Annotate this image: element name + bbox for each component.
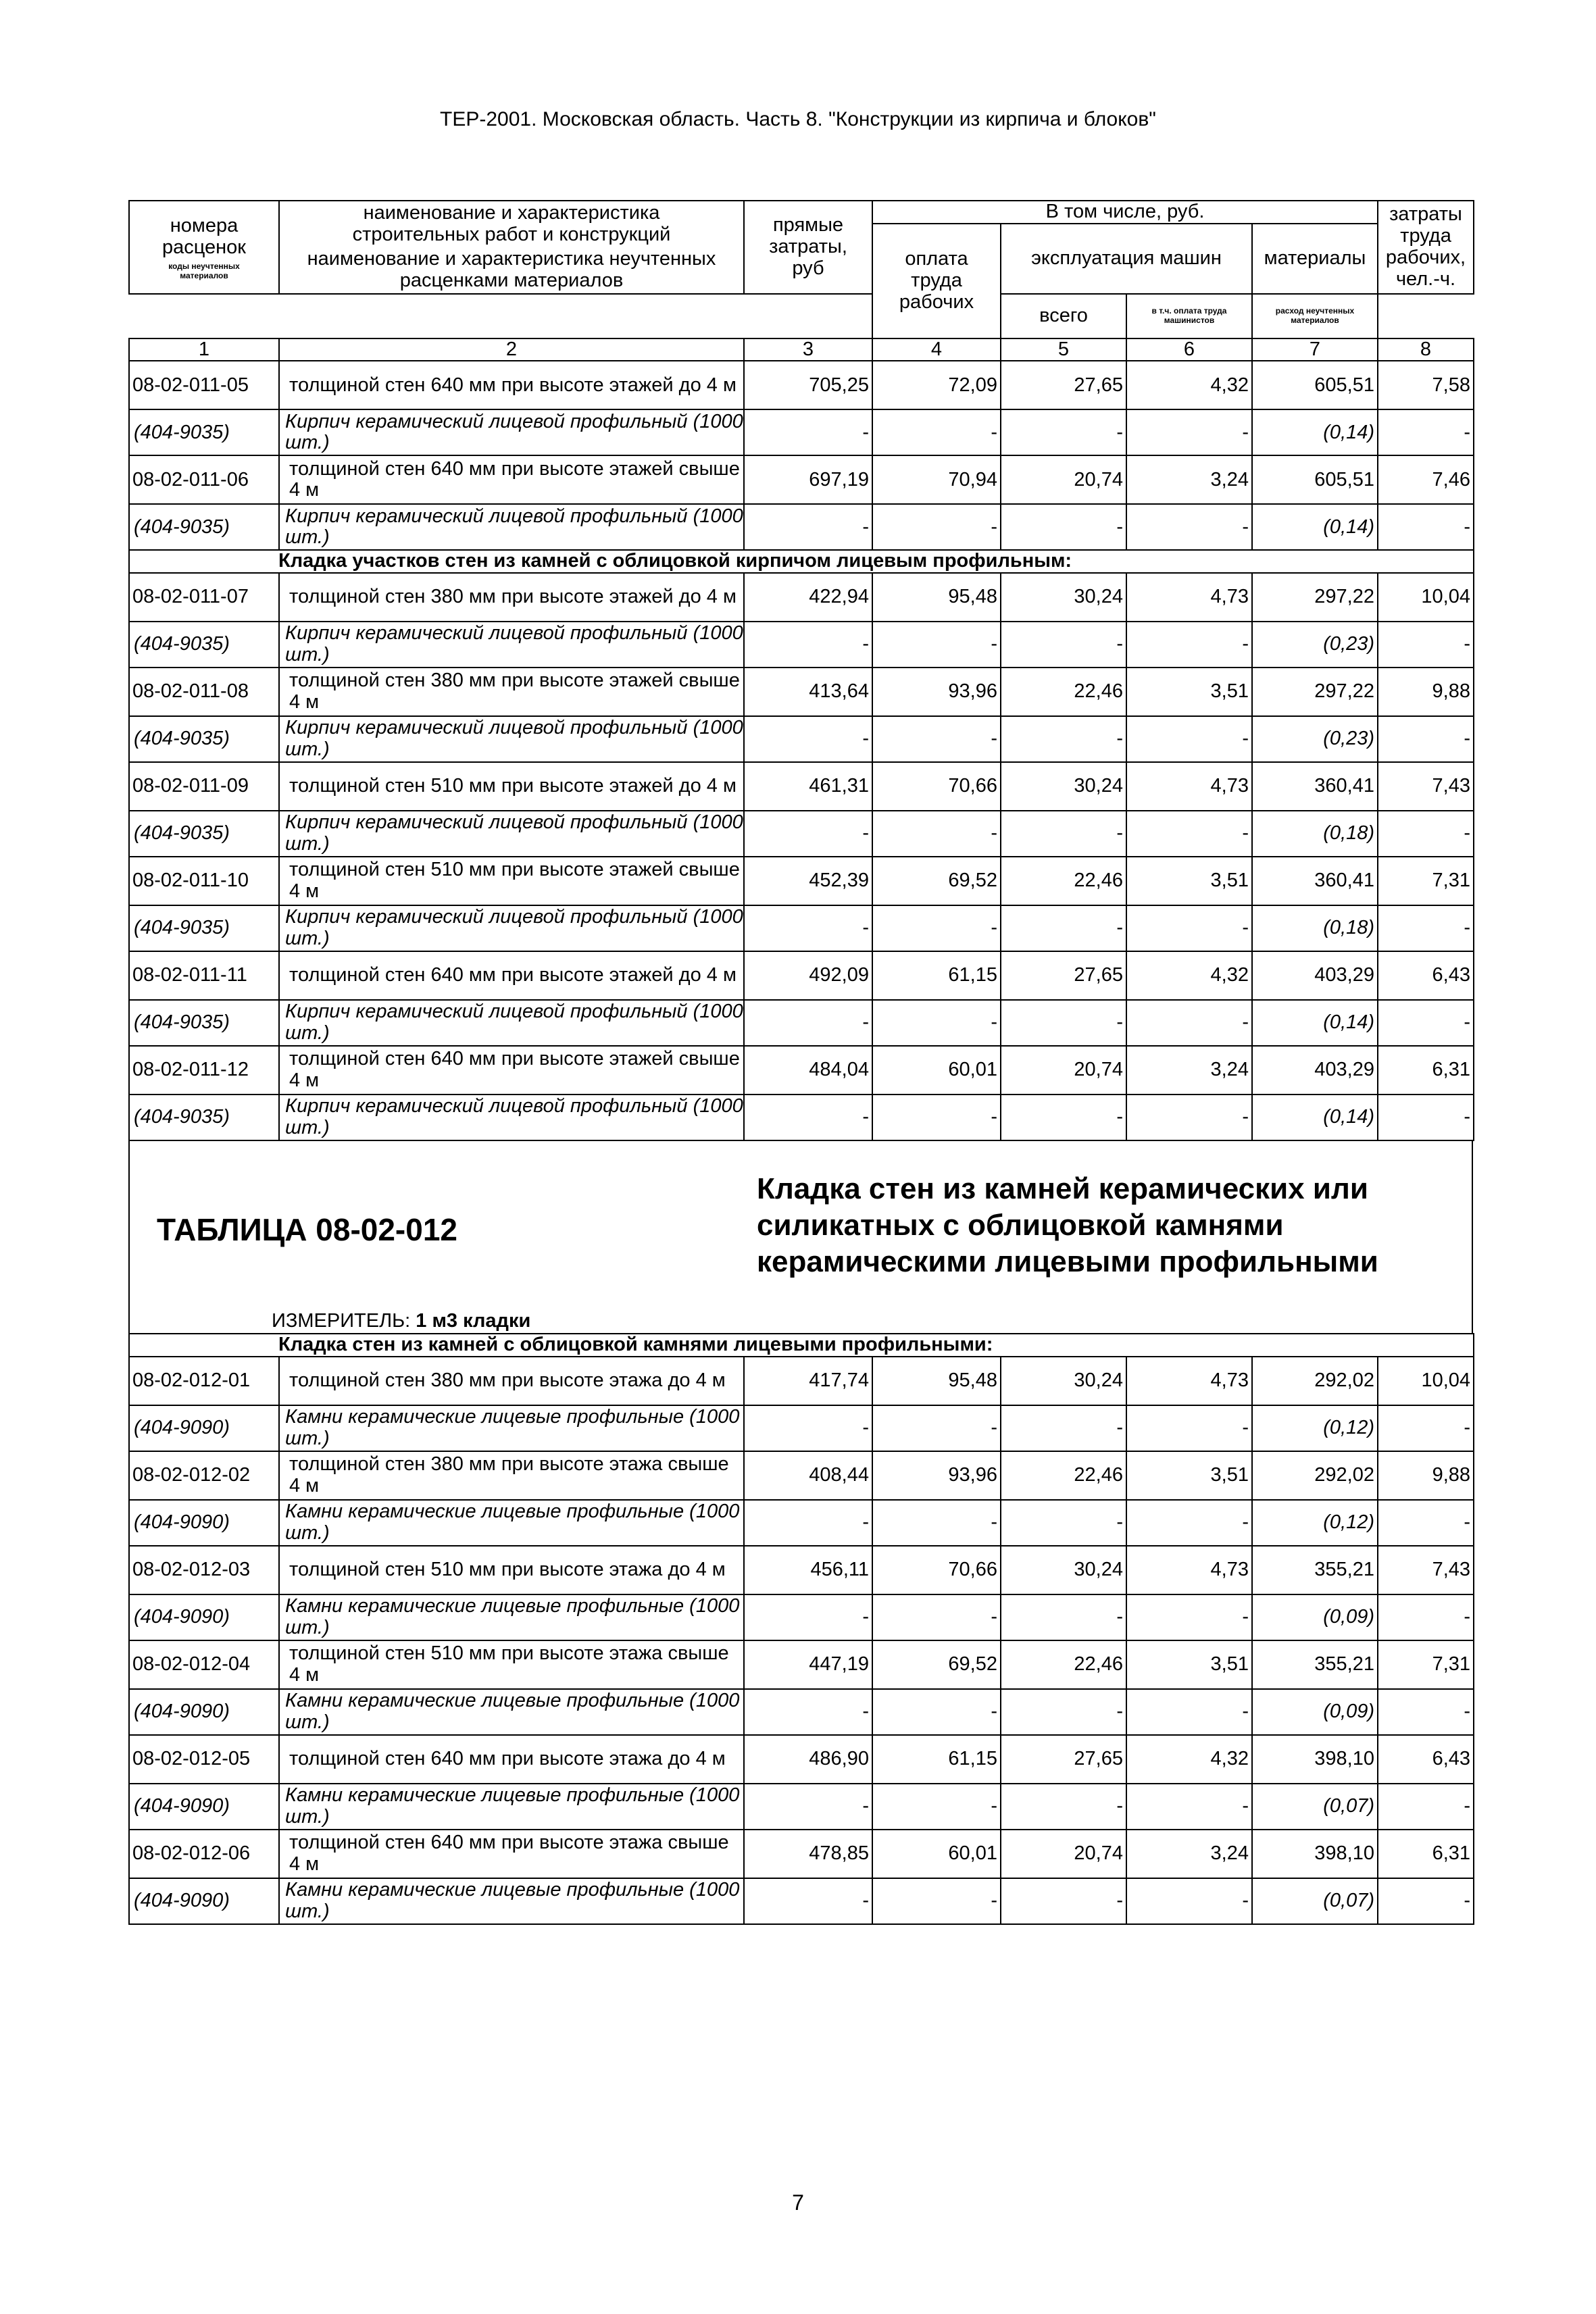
material-value-cell: - [872,905,1001,951]
material-value-cell: - [744,1500,872,1546]
value-cell: 3,51 [1126,857,1252,905]
material-value-cell: - [872,1784,1001,1830]
rate-code: 08-02-011-12 [129,1046,279,1095]
material-value-cell: - [1126,1000,1252,1046]
material-code: (404-9090) [129,1878,279,1924]
table-body-part1a [129,361,1474,550]
material-description: Кирпич керамический лицевой профильный (1000 шт.) [279,905,744,951]
material-code: (404-9035) [129,716,279,762]
column-numbers-row [129,338,1474,361]
material-value-cell: - [1126,504,1252,550]
value-cell: 3,51 [1126,1640,1252,1689]
material-value-cell: - [1378,1784,1474,1830]
value-cell: 30,24 [1001,1357,1126,1405]
value-cell: 697,19 [744,455,872,504]
material-value-cell: (0,07) [1252,1784,1378,1830]
work-description: толщиной стен 380 мм при высоте этажа свыше 4 м [279,1451,744,1500]
section-part1 [129,550,1474,573]
value-cell: 4,32 [1126,951,1252,1000]
material-description: Кирпич керамический лицевой профильный (1000 шт.) [279,622,744,668]
material-row [129,1784,1474,1830]
material-value-cell: - [1001,905,1126,951]
value-cell: 10,04 [1378,573,1474,622]
column-number: 4 [872,338,1001,361]
col-direct-costs-header: прямые затраты, руб [744,201,872,294]
work-description: толщиной стен 510 мм при высоте этажей свыше 4 м [279,857,744,905]
material-value-cell: - [872,1500,1001,1546]
value-cell: 417,74 [744,1357,872,1405]
rate-code: 08-02-012-03 [129,1546,279,1594]
value-cell: 6,31 [1378,1046,1474,1095]
value-cell: 30,24 [1001,573,1126,622]
value-cell: 461,31 [744,762,872,811]
table-title: Кладка стен из камней керамических или силикатных с облицовкой камнями керамическими лицевыми профильными [757,1172,1378,1278]
value-cell: 30,24 [1001,1546,1126,1594]
material-value-cell: - [1378,811,1474,857]
material-value-cell: - [1001,504,1126,550]
material-value-cell: (0,09) [1252,1594,1378,1640]
value-cell: 27,65 [1001,951,1126,1000]
value-cell: 7,58 [1378,361,1474,409]
material-value-cell: - [1378,1594,1474,1640]
material-value-cell: (0,14) [1252,409,1378,455]
column-number: 2 [279,338,744,361]
value-cell: 447,19 [744,1640,872,1689]
table-row [129,951,1474,1000]
material-value-cell: - [744,1689,872,1735]
material-value-cell: (0,23) [1252,622,1378,668]
value-cell: 7,43 [1378,762,1474,811]
material-description: Камни керамические лицевые профильные (1000 шт.) [279,1405,744,1451]
material-value-cell: - [1001,1784,1126,1830]
value-cell: 61,15 [872,1735,1001,1784]
section-title: Кладка участков стен из камней с облицовкой кирпичом лицевым профильным: [129,550,1474,573]
col-material-consumption-header: расход неучтенных материалов [1252,294,1378,338]
value-cell: 70,94 [872,455,1001,504]
material-value-cell: (0,12) [1252,1500,1378,1546]
value-cell: 95,48 [872,1357,1001,1405]
work-description: толщиной стен 510 мм при высоте этажей до 4 м [279,762,744,811]
material-value-cell: - [1378,1500,1474,1546]
value-cell: 93,96 [872,1451,1001,1500]
material-description: Камни керамические лицевые профильные (1000 шт.) [279,1500,744,1546]
col-machines-header: эксплуатация машин [1001,224,1252,294]
material-value-cell: - [872,409,1001,455]
material-code: (404-9090) [129,1500,279,1546]
rates-table-wrap [128,200,1473,1925]
material-value-cell: - [872,504,1001,550]
value-cell: 292,02 [1252,1451,1378,1500]
material-value-cell: - [1378,504,1474,550]
material-value-cell: - [744,409,872,455]
material-code: (404-9035) [129,905,279,951]
value-cell: 452,39 [744,857,872,905]
material-row [129,811,1474,857]
material-value-cell: - [1126,716,1252,762]
material-description: Кирпич керамический лицевой профильный (1000 шт.) [279,1095,744,1140]
value-cell: 30,24 [1001,762,1126,811]
page-number: 7 [792,2190,804,2215]
material-value-cell: - [1378,1000,1474,1046]
column-number: 6 [1126,338,1252,361]
value-cell: 20,74 [1001,1830,1126,1878]
section-part2 [129,1334,1474,1357]
value-cell: 360,41 [1252,857,1378,905]
material-value-cell: - [1378,1689,1474,1735]
material-value-cell: - [1378,1878,1474,1924]
material-description: Камни керамические лицевые профильные (1000 шт.) [279,1594,744,1640]
value-cell: 4,73 [1126,573,1252,622]
work-description: толщиной стен 510 мм при высоте этажа до 4 м [279,1546,744,1594]
value-cell: 3,24 [1126,1046,1252,1095]
value-cell: 7,43 [1378,1546,1474,1594]
rate-code: 08-02-011-06 [129,455,279,504]
material-value-cell: - [1001,716,1126,762]
column-number: 8 [1378,338,1474,361]
material-value-cell: (0,07) [1252,1878,1378,1924]
material-value-cell: - [872,622,1001,668]
material-value-cell: - [872,1405,1001,1451]
value-cell: 70,66 [872,762,1001,811]
material-value-cell: - [744,504,872,550]
rate-code: 08-02-012-06 [129,1830,279,1878]
material-row [129,1594,1474,1640]
work-description: толщиной стен 640 мм при высоте этажей свыше 4 м [279,1046,744,1095]
value-cell: 705,25 [744,361,872,409]
material-value-cell: - [744,622,872,668]
value-cell: 20,74 [1001,1046,1126,1095]
table-header [129,201,1474,361]
material-row [129,1405,1474,1451]
col-materials-header: материалы [1252,224,1378,294]
material-value-cell: - [1001,1878,1126,1924]
material-value-cell: - [744,716,872,762]
value-cell: 297,22 [1252,668,1378,716]
value-cell: 355,21 [1252,1640,1378,1689]
material-value-cell: - [1126,1095,1252,1140]
rate-code: 08-02-011-05 [129,361,279,409]
value-cell: 93,96 [872,668,1001,716]
value-cell: 9,88 [1378,1451,1474,1500]
page-header: ТЕР-2001. Московская область. Часть 8. "Конструкции из кирпича и блоков" [440,108,1156,130]
rates-table-part1 [128,200,1474,1141]
table-row [129,1640,1474,1689]
col-description-label: наименование и характеристика строительных работ и конструкций [352,202,671,245]
material-row [129,1878,1474,1924]
material-row [129,1500,1474,1546]
material-code: (404-9035) [129,504,279,550]
material-value-cell: (0,14) [1252,1095,1378,1140]
col-material-description-label: наименование и характеристика неучтенных расценками материалов [307,247,716,291]
material-value-cell: - [872,1095,1001,1140]
unit-of-measure [272,1310,530,1332]
column-number: 1 [129,338,279,361]
material-value-cell: - [1001,1405,1126,1451]
table-row [129,1735,1474,1784]
value-cell: 3,51 [1126,1451,1252,1500]
material-description: Кирпич керамический лицевой профильный (1000 шт.) [279,409,744,455]
material-value-cell: - [1378,409,1474,455]
material-value-cell: - [872,716,1001,762]
spacer [129,294,872,338]
material-value-cell: (0,18) [1252,905,1378,951]
value-cell: 6,43 [1378,1735,1474,1784]
material-value-cell: - [1126,622,1252,668]
material-value-cell: (0,23) [1252,716,1378,762]
value-cell: 297,22 [1252,573,1378,622]
table-row [129,361,1474,409]
material-code: (404-9035) [129,811,279,857]
material-value-cell: - [744,1095,872,1140]
material-value-cell: - [744,1878,872,1924]
value-cell: 6,43 [1378,951,1474,1000]
col-codes-header [129,201,279,294]
spacer [1378,294,1474,338]
table-row [129,857,1474,905]
material-value-cell: - [1001,1689,1126,1735]
material-value-cell: (0,09) [1252,1689,1378,1735]
value-cell: 4,73 [1126,1357,1252,1405]
material-value-cell: - [1126,1878,1252,1924]
value-cell: 70,66 [872,1546,1001,1594]
work-description: толщиной стен 380 мм при высоте этажей до 4 м [279,573,744,622]
value-cell: 6,31 [1378,1830,1474,1878]
material-description: Камни керамические лицевые профильные (1000 шт.) [279,1689,744,1735]
material-value-cell: (0,14) [1252,1000,1378,1046]
value-cell: 398,10 [1252,1735,1378,1784]
material-description: Кирпич керамический лицевой профильный (1000 шт.) [279,1000,744,1046]
col-codes-label: номера расценок [161,214,246,258]
material-value-cell: - [872,1594,1001,1640]
material-value-cell: - [1126,811,1252,857]
material-row [129,716,1474,762]
rate-code: 08-02-011-07 [129,573,279,622]
table-row [129,1451,1474,1500]
material-value-cell: - [744,905,872,951]
material-value-cell: - [1378,1095,1474,1140]
value-cell: 3,24 [1126,1830,1252,1878]
value-cell: 20,74 [1001,455,1126,504]
value-cell: 22,46 [1001,1640,1126,1689]
value-cell: 69,52 [872,1640,1001,1689]
work-description: толщиной стен 640 мм при высоте этажей до 4 м [279,951,744,1000]
column-number: 5 [1001,338,1126,361]
work-description: толщиной стен 380 мм при высоте этажей свыше 4 м [279,668,744,716]
value-cell: 292,02 [1252,1357,1378,1405]
material-value-cell: - [1001,811,1126,857]
work-description: толщиной стен 510 мм при высоте этажа свыше 4 м [279,1640,744,1689]
material-value-cell: - [744,1784,872,1830]
value-cell: 27,65 [1001,361,1126,409]
value-cell: 7,46 [1378,455,1474,504]
value-cell: 3,24 [1126,455,1252,504]
value-cell: 3,51 [1126,668,1252,716]
material-value-cell: - [1126,1689,1252,1735]
col-machinist-wages-header: в т.ч. оплата труда машинистов [1126,294,1252,338]
rate-code: 08-02-011-09 [129,762,279,811]
material-value-cell: - [872,1689,1001,1735]
value-cell: 355,21 [1252,1546,1378,1594]
material-value-cell: - [1378,905,1474,951]
value-cell: 4,32 [1126,361,1252,409]
material-value-cell: - [1126,1594,1252,1640]
value-cell: 72,09 [872,361,1001,409]
table-number: ТАБЛИЦА 08-02-012 [157,1212,457,1248]
material-value-cell: - [1378,622,1474,668]
col-labor-header: затраты труда рабочих, чел.-ч. [1378,201,1474,294]
rate-code: 08-02-012-01 [129,1357,279,1405]
material-value-cell: - [1001,1594,1126,1640]
table-row [129,668,1474,716]
rate-code: 08-02-011-11 [129,951,279,1000]
material-value-cell: - [1001,1500,1126,1546]
table-body-part2 [129,1357,1474,1924]
material-row [129,1689,1474,1735]
work-description: толщиной стен 640 мм при высоте этажей до 4 м [279,361,744,409]
rate-code: 08-02-011-10 [129,857,279,905]
table-row [129,1357,1474,1405]
material-value-cell: - [1378,716,1474,762]
work-description: толщиной стен 380 мм при высоте этажа до 4 м [279,1357,744,1405]
material-row [129,905,1474,951]
material-description: Камни керамические лицевые профильные (1000 шт.) [279,1784,744,1830]
material-value-cell: - [1001,409,1126,455]
material-row [129,409,1474,455]
unit-label: ИЗМЕРИТЕЛЬ: [272,1310,411,1332]
unit-value: 1 м3 кладки [416,1310,531,1332]
value-cell: 10,04 [1378,1357,1474,1405]
material-value-cell: - [1126,905,1252,951]
work-description: толщиной стен 640 мм при высоте этажа до 4 м [279,1735,744,1784]
table-row [129,1046,1474,1095]
rate-code: 08-02-012-02 [129,1451,279,1500]
value-cell: 60,01 [872,1046,1001,1095]
value-cell: 605,51 [1252,361,1378,409]
work-description: толщиной стен 640 мм при высоте этажей свыше 4 м [279,455,744,504]
value-cell: 360,41 [1252,762,1378,811]
material-value-cell: - [1378,1405,1474,1451]
value-cell: 4,32 [1126,1735,1252,1784]
col-group-header: В том числе, руб. [872,201,1378,224]
material-row [129,622,1474,668]
material-code: (404-9035) [129,1095,279,1140]
material-row [129,1095,1474,1140]
material-value-cell: - [1001,622,1126,668]
table-row [129,762,1474,811]
value-cell: 408,44 [744,1451,872,1500]
material-value-cell: - [872,1878,1001,1924]
table-row [129,573,1474,622]
col-machines-total-header: всего [1001,294,1126,338]
value-cell: 484,04 [744,1046,872,1095]
rate-code: 08-02-012-05 [129,1735,279,1784]
material-code: (404-9090) [129,1784,279,1830]
value-cell: 4,73 [1126,762,1252,811]
value-cell: 605,51 [1252,455,1378,504]
value-cell: 398,10 [1252,1830,1378,1878]
col-description-header [279,201,744,294]
table-row [129,455,1474,504]
material-description: Кирпич керамический лицевой профильный (1000 шт.) [279,504,744,550]
material-value-cell: - [744,1000,872,1046]
value-cell: 69,52 [872,857,1001,905]
material-code: (404-9035) [129,622,279,668]
rates-table-part2 [128,1333,1474,1925]
material-description: Камни керамические лицевые профильные (1000 шт.) [279,1878,744,1924]
value-cell: 27,65 [1001,1735,1126,1784]
rate-code: 08-02-011-08 [129,668,279,716]
value-cell: 9,88 [1378,668,1474,716]
value-cell: 7,31 [1378,1640,1474,1689]
material-value-cell: - [1001,1095,1126,1140]
material-value-cell: - [1126,1500,1252,1546]
value-cell: 22,46 [1001,857,1126,905]
value-cell: 492,09 [744,951,872,1000]
table-row [129,1830,1474,1878]
material-code: (404-9035) [129,409,279,455]
material-value-cell: - [1126,1784,1252,1830]
material-value-cell: - [872,811,1001,857]
value-cell: 95,48 [872,573,1001,622]
material-value-cell: - [1126,1405,1252,1451]
rate-code: 08-02-012-04 [129,1640,279,1689]
value-cell: 22,46 [1001,1451,1126,1500]
value-cell: 456,11 [744,1546,872,1594]
material-row [129,504,1474,550]
material-description: Кирпич керамический лицевой профильный (1000 шт.) [279,811,744,857]
material-row [129,1000,1474,1046]
value-cell: 422,94 [744,573,872,622]
material-value-cell: (0,14) [1252,504,1378,550]
column-number: 3 [744,338,872,361]
section-title: Кладка стен из камней с облицовкой камнями лицевыми профильными: [129,1334,1474,1357]
value-cell: 22,46 [1001,668,1126,716]
value-cell: 4,73 [1126,1546,1252,1594]
material-code: (404-9035) [129,1000,279,1046]
value-cell: 403,29 [1252,951,1378,1000]
col-wages-header: оплата труда рабочих [872,224,1001,338]
material-value-cell: - [1126,409,1252,455]
material-code: (404-9090) [129,1689,279,1735]
material-value-cell: - [1001,1000,1126,1046]
value-cell: 413,64 [744,668,872,716]
table-title-block [128,1141,1473,1333]
work-description: толщиной стен 640 мм при высоте этажа свыше 4 м [279,1830,744,1878]
table-body-part1b [129,573,1474,1140]
value-cell: 403,29 [1252,1046,1378,1095]
value-cell: 61,15 [872,951,1001,1000]
value-cell: 486,90 [744,1735,872,1784]
table-row [129,1546,1474,1594]
material-value-cell: - [744,1594,872,1640]
value-cell: 60,01 [872,1830,1001,1878]
material-description: Кирпич керамический лицевой профильный (1000 шт.) [279,716,744,762]
material-value-cell: (0,18) [1252,811,1378,857]
value-cell: 478,85 [744,1830,872,1878]
material-code: (404-9090) [129,1594,279,1640]
column-number: 7 [1252,338,1378,361]
material-value-cell: - [744,1405,872,1451]
material-value-cell: - [872,1000,1001,1046]
material-value-cell: - [744,811,872,857]
value-cell: 7,31 [1378,857,1474,905]
col-material-codes-label: коды неучтенных материалов [168,261,240,280]
material-value-cell: (0,12) [1252,1405,1378,1451]
material-code: (404-9090) [129,1405,279,1451]
